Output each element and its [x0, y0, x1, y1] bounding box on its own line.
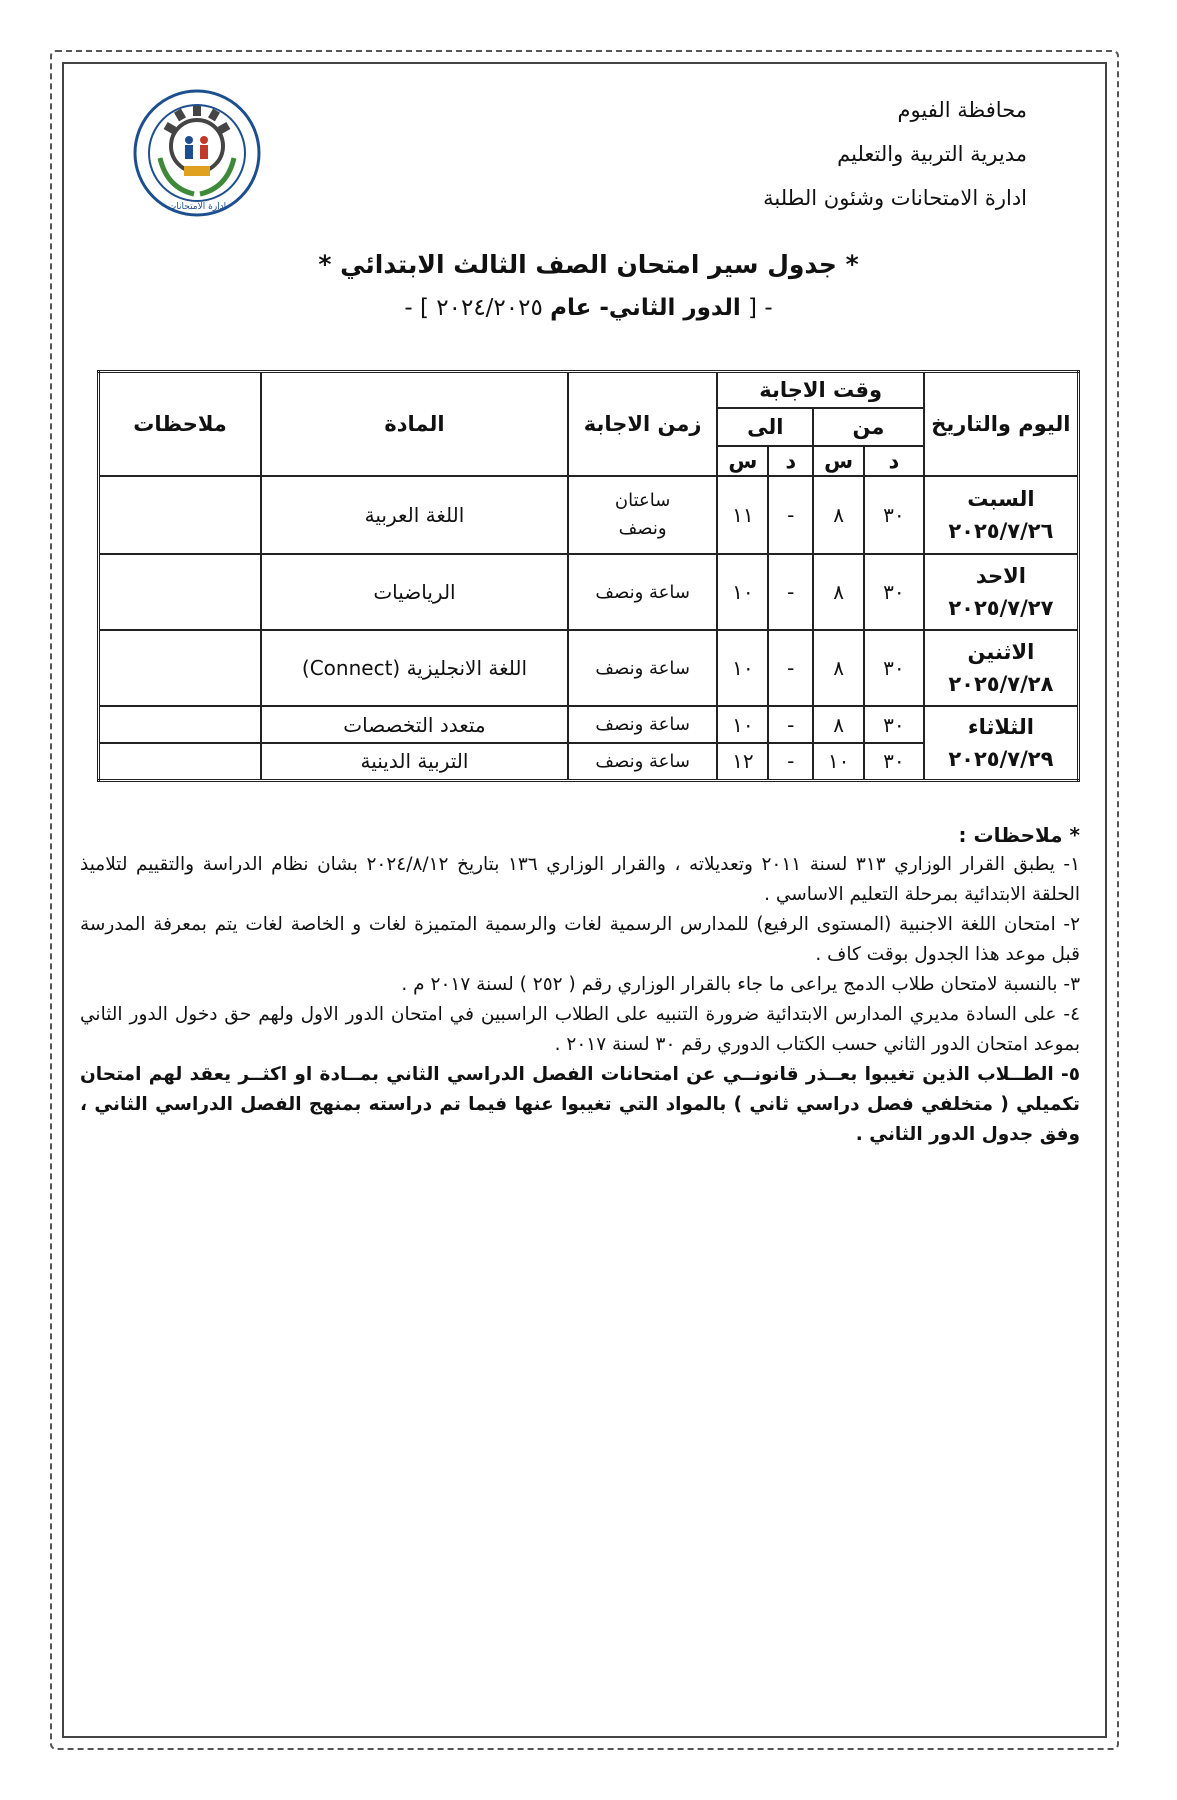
- from-hour-cell: ٨: [813, 706, 864, 743]
- header-from: من: [813, 408, 924, 446]
- subject-cell: متعدد التخصصات: [261, 706, 568, 743]
- header-from-hour: س: [813, 446, 864, 476]
- schedule-title: * جدول سير امتحان الصف الثالث الابتدائي *: [318, 250, 859, 279]
- header-answer-time: وقت الاجابة: [717, 372, 923, 409]
- header-duration: زمن الاجابة: [568, 372, 718, 477]
- subject-cell: التربية الدينية: [261, 743, 568, 780]
- from-minute-cell: ٣٠: [864, 554, 924, 630]
- to-minute-cell: -: [768, 630, 813, 706]
- header-day-date: اليوم والتاريخ: [924, 372, 1079, 477]
- duration-cell: ساعتان ونصف: [568, 476, 718, 554]
- header-from-minute: د: [864, 446, 924, 476]
- duration-cell: ساعة ونصف: [568, 554, 718, 630]
- from-minute-cell: ٣٠: [864, 743, 924, 780]
- note-item-3: ٣- بالنسبة لامتحان طلاب الدمج يراعى ما جاء بالقرار الوزاري رقم ( ٢٥٢ ) لسنة ٢٠١٧ م .: [401, 974, 1080, 995]
- department-name: ادارة الامتحانات وشئون الطلبة: [763, 186, 1027, 210]
- from-hour-cell: ٨: [813, 476, 864, 554]
- notes-section: [80, 820, 1080, 1150]
- notes-cell: [99, 743, 262, 780]
- note-item-1: ١- يطبق القرار الوزاري ٣١٣ لسنة ٢٠١١ وتعديلاته ، والقرار الوزاري ١٣٦ بتاريخ ٢٠٢٤/٨/١٢ بشان نظام الدراسة والتقييم لتلاميذ الحلقة الابتدائية بمرحلة التعليم الاساسي .: [80, 854, 1080, 905]
- from-hour-cell: ٨: [813, 554, 864, 630]
- to-minute-cell: -: [768, 554, 813, 630]
- notes-cell: [99, 554, 262, 630]
- directorate-name: مديرية التربية والتعليم: [837, 142, 1027, 166]
- note-item-4: ٤- على السادة مديري المدارس الابتدائية ضرورة التنبيه على الطلاب الراسبين في امتحان الدور الاول ولهم حق دخول الدور الثاني بموعد امتحان الدور الثاني حسب الكتاب الدوري رقم ٣٠ لسنة ٢٠١٧ .: [80, 1004, 1080, 1055]
- to-hour-cell: ١٠: [717, 630, 768, 706]
- from-minute-cell: ٣٠: [864, 476, 924, 554]
- notes-cell: [99, 630, 262, 706]
- subject-cell: اللغة الانجليزية (Connect): [261, 630, 568, 706]
- duration-cell: ساعة ونصف: [568, 706, 718, 743]
- header-to: الى: [717, 408, 813, 446]
- table-row: [99, 476, 1079, 554]
- to-hour-cell: ١٢: [717, 743, 768, 780]
- table-row: [99, 554, 1079, 630]
- from-minute-cell: ٣٠: [864, 706, 924, 743]
- notes-cell: [99, 476, 262, 554]
- table-row: [99, 706, 1079, 743]
- to-hour-cell: ١٠: [717, 706, 768, 743]
- from-hour-cell: ١٠: [813, 743, 864, 780]
- table-row: [99, 630, 1079, 706]
- to-hour-cell: ١١: [717, 476, 768, 554]
- education-directorate-seal-icon: [132, 88, 262, 218]
- from-minute-cell: ٣٠: [864, 630, 924, 706]
- subject-cell: الرياضيات: [261, 554, 568, 630]
- subject-cell: اللغة العربية: [261, 476, 568, 554]
- day-date-cell: السبت ٢٠٢٥/٧/٢٦: [924, 476, 1079, 554]
- day-date-cell: الاحد ٢٠٢٥/٧/٢٧: [924, 554, 1079, 630]
- day-date-cell: الثلاثاء ٢٠٢٥/٧/٢٩: [924, 706, 1079, 780]
- notes-cell: [99, 706, 262, 743]
- header-subject: المادة: [261, 372, 568, 477]
- note-item-2: ٢- امتحان اللغة الاجنبية (المستوى الرفيع) للمدارس الرسمية لغات والرسمية المتميزة لغات و الخاصة لغات يتم بمعرفة المدرسة قبل موعد هذا الجدول بوقت كاف .: [80, 914, 1080, 965]
- to-minute-cell: -: [768, 476, 813, 554]
- governorate-name: محافظة الفيوم: [897, 98, 1027, 122]
- header-to-minute: د: [768, 446, 813, 476]
- duration-cell: ساعة ونصف: [568, 630, 718, 706]
- exam-schedule-table: [97, 370, 1080, 782]
- header-notes: ملاحظات: [99, 372, 262, 477]
- from-hour-cell: ٨: [813, 630, 864, 706]
- header-to-hour: س: [717, 446, 768, 476]
- to-hour-cell: ١٠: [717, 554, 768, 630]
- note-item-5: ٥- الطــلاب الذين تغيبوا بعــذر قانونــي عن امتحانات الفصل الدراسي الثاني بمــادة او اكثــر يعقد لهم امتحان تكميلي ( متخلفي فصل دراسي ثاني ) بالمواد التي تغيبوا عنها فيما تم دراسته بمنهج الفصل الدراسي الثاني ، وفق جدول الدور الثاني .: [80, 1064, 1080, 1145]
- issuing-authority-header: [763, 88, 1027, 220]
- notes-heading: * ملاحظات :: [958, 823, 1080, 847]
- duration-cell: ساعة ونصف: [568, 743, 718, 780]
- day-date-cell: الاثنين ٢٠٢٥/٧/٢٨: [924, 630, 1079, 706]
- seal-text-bottom: ادارة الامتحانات: [167, 202, 227, 212]
- schedule-subtitle: - [ الدور الثاني- عام ٢٠٢٤/٢٠٢٥ ] -: [404, 295, 773, 321]
- to-minute-cell: -: [768, 743, 813, 780]
- to-minute-cell: -: [768, 706, 813, 743]
